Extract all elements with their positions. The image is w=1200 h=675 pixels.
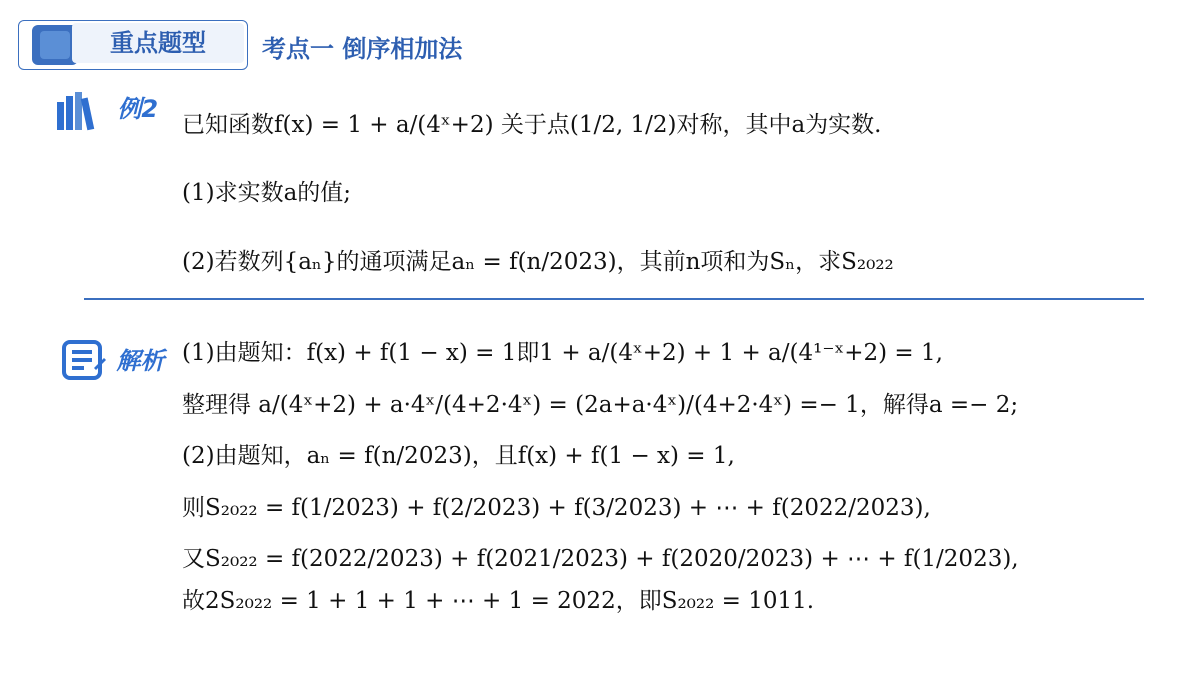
solution-badge: [60, 338, 164, 386]
books-icon: [55, 88, 109, 132]
example-badge: [55, 88, 158, 132]
solution-line-1: (1)由题知：f(x) + f(1 − x) = 1即1 + a/(4ˣ+2) + 1 + a/(4¹⁻ˣ+2) = 1,: [182, 340, 943, 366]
header-tab: 重点题型: [72, 23, 244, 63]
solution-line-3: (2)由题知，aₙ = f(n/2023)，且f(x) + f(1 − x) = 1,: [182, 443, 735, 469]
solution-line-4: 则S₂₀₂₂ = f(1/2023) + f(2/2023) + f(3/2023) + ⋯ + f(2022/2023),: [182, 495, 931, 521]
notebook-icon: [60, 338, 108, 386]
example-line-3: (2)若数列{aₙ}的通项满足aₙ = f(n/2023)，其前n项和为Sₙ，求S₂₀₂₂: [182, 249, 894, 275]
section-divider: [84, 298, 1144, 300]
solution-line-6: 故2S₂₀₂₂ = 1 + 1 + 1 + ⋯ + 1 = 2022，即S₂₀₂₂ = 1011.: [182, 588, 815, 614]
solution-badge-label: 解析: [116, 347, 165, 375]
solution-line-5: 又S₂₀₂₂ = f(2022/2023) + f(2021/2023) + f(2020/2023) + ⋯ + f(1/2023),: [182, 546, 1019, 572]
page-title: 考点一 倒序相加法: [262, 35, 463, 63]
example-line-1: 已知函数f(x) = 1 + a/(4ˣ+2) 关于点(1/2, 1/2)对称，其中a为实数.: [182, 112, 882, 138]
example-badge-label: 例2: [117, 95, 159, 123]
example-line-2: (1)求实数a的值;: [182, 180, 352, 206]
solution-line-2: 整理得 a/(4ˣ+2) + a·4ˣ/(4+2·4ˣ) = (2a+a·4ˣ)/(4+2·4ˣ) =− 1，解得a =− 2;: [182, 392, 1019, 418]
